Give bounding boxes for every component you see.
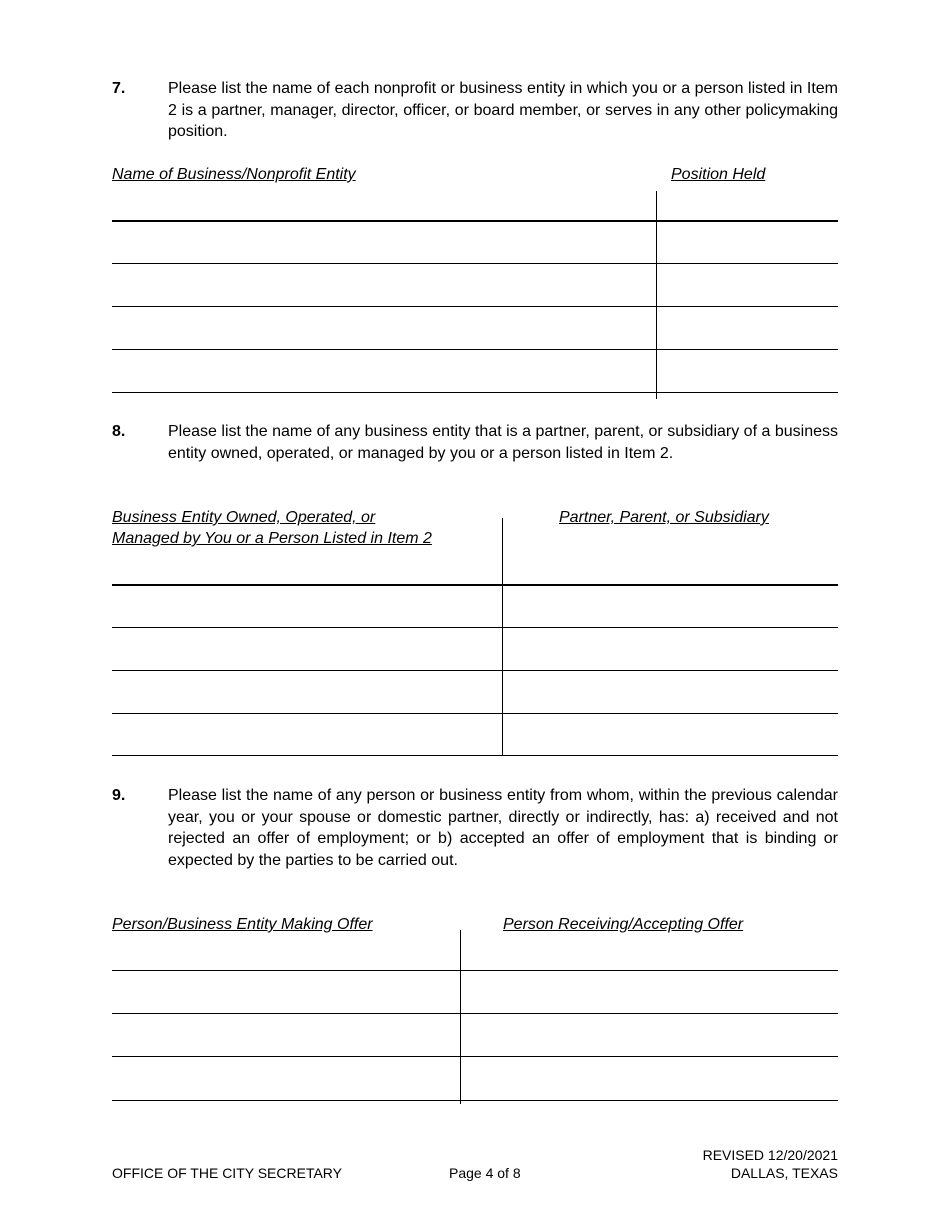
section-8-relationship-field-row-4[interactable] <box>504 715 838 754</box>
section-9-recipient-field-row-3[interactable] <box>463 1015 838 1055</box>
section-8-business-field-row-3[interactable] <box>112 672 501 712</box>
section-9-col2-header: Person Receiving/Accepting Offer <box>503 916 744 933</box>
section-7-col2-header: Position Held <box>671 166 766 183</box>
section-8-col1-header-line1: Business Entity Owned, Operated, or <box>112 509 376 526</box>
section-8-row-rule <box>112 755 838 756</box>
section-8-question <box>112 421 838 464</box>
section-9-row-rule <box>112 1100 838 1101</box>
section-7-position-field-row-2[interactable] <box>658 265 838 305</box>
section-7-entity-field-row-2[interactable] <box>112 265 655 305</box>
section-8-relationship-field-row-2[interactable] <box>504 629 838 669</box>
section-9-row-rule <box>112 970 838 971</box>
section-7-text: Please list the name of each nonprofit or business entity in which you or a person listed in Item 2 is a partner, manager, director, officer, or board member, or serves in any other policymaking position. <box>168 80 838 140</box>
section-8-text: Please list the name of any business entity that is a partner, parent, or subsidiary of a business entity owned, operated, or managed by you or a person listed in Item 2. <box>168 423 838 462</box>
section-9-recipient-field-row-1[interactable] <box>463 931 838 969</box>
section-8-column-divider <box>502 518 503 755</box>
section-7-entity-field-row-4[interactable] <box>112 351 655 391</box>
section-8-business-field-row-2[interactable] <box>112 629 501 669</box>
section-7-col1-header: Name of Business/Nonprofit Entity <box>112 166 356 183</box>
section-8-relationship-field-row-3[interactable] <box>504 672 838 712</box>
section-7-row-rule <box>112 349 838 350</box>
section-7-position-field-row-1[interactable] <box>658 222 838 262</box>
section-7-position-field-row-3[interactable] <box>658 308 838 348</box>
section-9-offerer-field-row-2[interactable] <box>112 972 459 1012</box>
section-7-entity-field-row-1[interactable] <box>112 222 655 262</box>
section-9-row-rule <box>112 1056 838 1057</box>
section-9-recipient-field-row-4[interactable] <box>463 1058 838 1099</box>
section-9-column-divider <box>460 930 461 1104</box>
section-7-position-field-row-4[interactable] <box>658 351 838 391</box>
section-9-recipient-field-row-2[interactable] <box>463 972 838 1012</box>
section-9-offerer-field-row-1[interactable] <box>112 931 459 969</box>
section-8-col2-header: Partner, Parent, or Subsidiary <box>559 509 769 526</box>
section-8-business-field-row-1[interactable] <box>112 586 501 626</box>
section-9-question <box>112 785 838 871</box>
footer-office: OFFICE OF THE CITY SECRETARY <box>112 1165 342 1181</box>
section-7-row-rule <box>112 263 838 264</box>
section-8-col1-header-line2: Managed by You or a Person Listed in Item 2 <box>112 530 432 547</box>
section-8-row-rule <box>112 713 838 714</box>
section-9-text: Please list the name of any person or business entity from whom, within the previous calendar year, you or your spouse or domestic partner, directly or indirectly, has: a) received and not rejected an offer of employment; or b) accepted an offer of employment that is binding or expected by the parties to be carried out. <box>168 787 838 869</box>
section-8-business-field-row-4[interactable] <box>112 715 501 754</box>
section-9-offerer-field-row-3[interactable] <box>112 1015 459 1055</box>
section-7-number: 7. <box>112 80 126 97</box>
section-9-offerer-field-row-4[interactable] <box>112 1058 459 1099</box>
section-9-col1-header: Person/Business Entity Making Offer <box>112 916 373 933</box>
footer-location: DALLAS, TEXAS <box>730 1165 838 1181</box>
section-7-entity-field-row-3[interactable] <box>112 308 655 348</box>
footer-revised-date: REVISED 12/20/2021 <box>702 1147 838 1163</box>
section-9-row-rule <box>112 1013 838 1014</box>
section-7-question <box>112 78 838 143</box>
section-8-number: 8. <box>112 423 126 440</box>
section-8-row-rule <box>112 670 838 671</box>
footer-page-number: Page 4 of 8 <box>449 1165 521 1181</box>
section-8-row-rule <box>112 627 838 628</box>
section-9-number: 9. <box>112 787 126 804</box>
section-7-column-divider <box>656 191 657 399</box>
section-7-row-rule <box>112 392 838 393</box>
section-7-row-rule <box>112 306 838 307</box>
section-8-relationship-field-row-1[interactable] <box>504 586 838 626</box>
